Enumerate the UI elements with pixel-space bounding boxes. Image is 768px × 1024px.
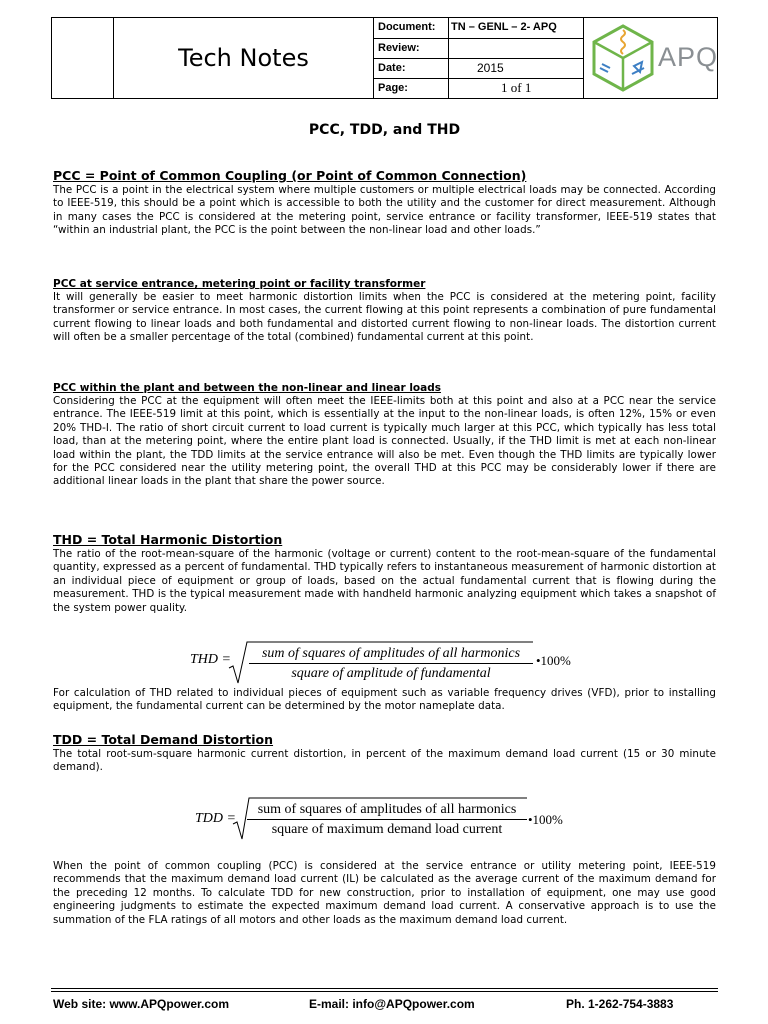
meta-value: 1 of 1	[501, 80, 532, 95]
section-pcc-service-entrance	[53, 278, 716, 345]
section-tdd	[53, 732, 716, 775]
section-paragraph: It will generally be easier to meet harmonic distortion limits when the PCC is considered at the metering point, facility transformer or service entrance. In most cases, the current flowing at this point represents a combination of pure fundamental current flowing to linear loads and both fundamental and distorted current flowing to non-linear loads. The distortion current will often be a smaller percentage of the total (combined) fundamental current at this point.	[53, 291, 716, 344]
subsection-heading: PCC at service entrance, metering point or facility transformer	[53, 278, 426, 290]
meta-label: Date:	[374, 59, 449, 79]
footer-divider	[51, 988, 718, 989]
subsection-heading: PCC within the plant and between the non-linear and linear loads	[53, 382, 441, 394]
formula-lhs: THD =	[190, 652, 231, 667]
footer-phone: Ph. 1-262-754-3883	[566, 997, 674, 1011]
section-heading: PCC = Point of Common Coupling (or Point of Common Connection)	[53, 168, 527, 183]
formula-denominator: square of amplitude of fundamental	[291, 666, 491, 681]
meta-row-review	[374, 38, 584, 58]
meta-label: Document:	[374, 18, 449, 38]
section-paragraph: Considering the PCC at the equipment will often meet the IEEE-limits both at this point and also at a PCC near the service entrance. The IEEE-519 limit at this point, which is essentially at the input to the non-linear loads, is often 12%, 15% or even 20% THD-I. The ratio of short circuit current to load current is typically much larger at this PCC, which typically has less total load, than at the metering point, where the entire plant load is connected. Usually, if the THD limit is met at each non-linear load within the plant, the TDD limits at the service entrance will also be met. Even though the THD limits are typically lower for the PCC considered near the utility metering point, the overall THD at this PCC may be considerably lower if there are additional linear loads in the plant that share the power source.	[53, 395, 716, 488]
apq-logo-mark	[588, 22, 658, 94]
section-paragraph: The total root-sum-square harmonic current distortion, in percent of the maximum demand load current (15 or 30 minute demand).	[53, 748, 716, 774]
header-meta-table	[374, 18, 584, 98]
formula-percent: •100%	[536, 653, 571, 668]
formula-fraction	[247, 802, 527, 838]
formula-numerator: sum of squares of amplitudes of all harmonics	[249, 646, 533, 664]
meta-value: 2015	[477, 61, 504, 75]
meta-value: TN – GENL – 2- APQ	[451, 21, 557, 33]
header-title: Tech Notes	[114, 18, 374, 98]
section-paragraph: For calculation of THD related to individual pieces of equipment such as variable frequency drives (VFD), prior to installing equipment, the fundamental current can be determined by the motor nameplate data.	[53, 687, 716, 713]
apq-logo	[584, 18, 717, 98]
section-paragraph: The ratio of the root-mean-square of the harmonic (voltage or current) content to the root-mean-square of the fundamental quantity, expressed as a percent of fundamental. THD typically refers to instantaneous measurement of harmonic distortion at an individual piece of equipment or group of loads, based on the actual fundamental current that is flowing during the measurement. THD is the typical measurement made with handheld harmonic analyzing equipment which takes a snapshot of the system power quality.	[53, 548, 716, 614]
document-title: PCC, TDD, and THD	[308, 122, 461, 138]
section-heading: TDD = Total Demand Distortion	[53, 732, 274, 747]
meta-row-page	[374, 78, 584, 98]
formula-numerator: sum of squares of amplitudes of all harmonics	[247, 802, 527, 820]
section-pcc	[53, 168, 716, 238]
meta-label: Review:	[374, 39, 449, 59]
formula-lhs: TDD =	[195, 811, 236, 826]
section-tdd-note	[53, 860, 716, 927]
formula-percent: •100%	[528, 812, 563, 827]
footer-email-link[interactable]: E-mail: info@APQpower.com	[309, 997, 475, 1011]
meta-row-date	[374, 58, 584, 78]
meta-value	[449, 39, 584, 59]
thd-formula	[53, 638, 716, 688]
tdd-formula	[53, 794, 716, 844]
footer-website-link[interactable]: Web site: www.APQpower.com	[53, 997, 230, 1011]
section-heading: THD = Total Harmonic Distortion	[53, 532, 283, 547]
section-thd	[53, 532, 716, 615]
formula-denominator: square of maximum demand load current	[271, 822, 503, 837]
footer-divider	[51, 991, 718, 992]
document-header	[51, 17, 718, 99]
logo-text: APQ	[658, 42, 719, 72]
meta-label: Page:	[374, 79, 449, 99]
section-paragraph: When the point of common coupling (PCC) is considered at the service entrance or utility metering point, IEEE-519 recommends that the maximum demand load current (IL) be calculated as the average current of the maximum demand for the preceding 12 months. To calculate TDD for new construction, prior to installation of equipment, one may use good engineering judgments to estimate the expected maximum demand load current. A conservative approach is to use the summation of the FLA ratings of all motors and other loads as the maximum demand load current.	[53, 860, 716, 926]
formula-fraction	[249, 646, 533, 682]
meta-row-document	[374, 18, 584, 38]
section-thd-note	[53, 687, 716, 714]
section-paragraph: The PCC is a point in the electrical system where multiple customers or multiple electrical loads may be connected. According to IEEE-519, this should be a point which is accessible to both the utility and the customer for direct measurement. Although in many cases the PCC is considered at the metering point, service entrance or facility transformer, IEEE-519 states that “within an industrial plant, the PCC is the point between the non-linear load and other loads.”	[53, 184, 716, 237]
section-pcc-within-plant	[53, 382, 716, 489]
header-blank-cell	[52, 18, 114, 98]
